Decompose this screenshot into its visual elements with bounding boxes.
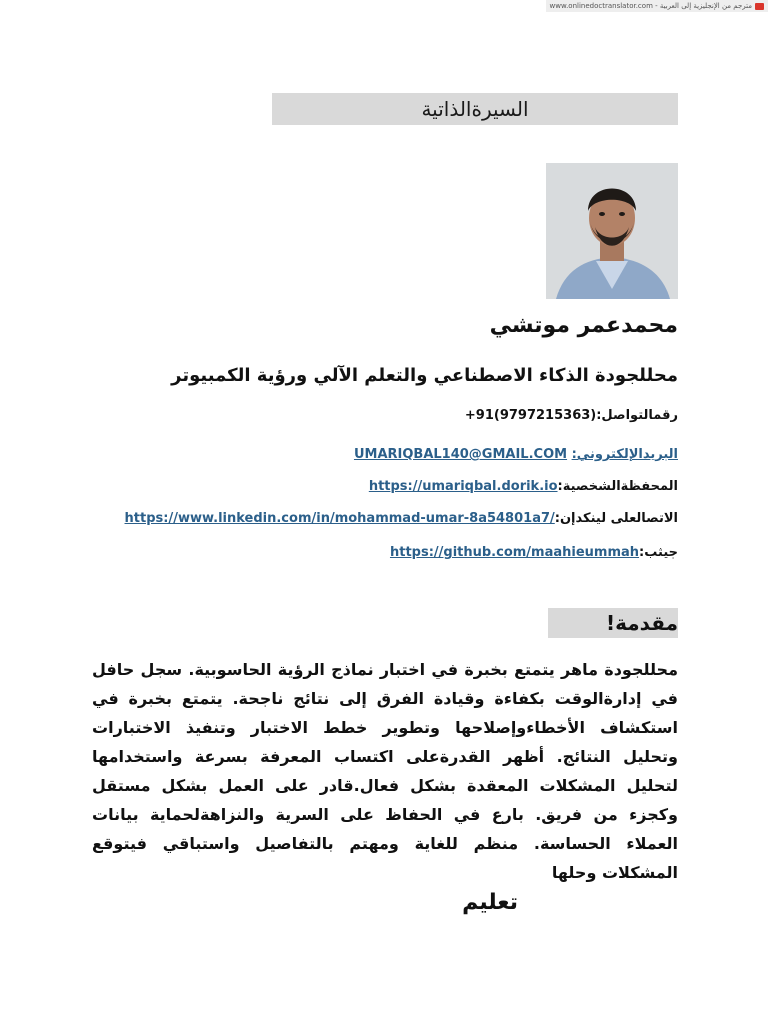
translator-banner [546,0,768,12]
profile-photo [546,163,678,299]
email-label: البريدالإلكتروني: [571,447,678,462]
email-line [354,447,678,462]
email-link[interactable]: UMARIQBAL140@GMAIL.COM [353,447,568,462]
intro-heading: مقدمة! [548,608,678,638]
phone-label: رقمالتواصل: [596,408,678,423]
resume-title: السيرةالذاتية [272,93,678,125]
phone-value: +91(9797215363) [464,408,597,423]
portfolio-link[interactable]: https://umariqbal.dorik.io [368,479,558,494]
phone-line [465,408,678,423]
linkedin-label: الاتصالعلى لينكدإن: [554,511,678,526]
portfolio-line [369,479,678,494]
linkedin-line [125,511,678,526]
education-heading: تعليم [462,890,518,915]
profile-photo-illustration [546,163,678,299]
translator-banner-text: مترجم من الإنجليزية إلى العربية - www.onlinedoctranslator.com [549,2,752,10]
github-line [390,545,678,560]
translator-logo-icon [755,3,764,10]
linkedin-link[interactable]: https://www.linkedin.com/in/mohammad-umar-8a54801a7/ [124,511,555,526]
github-label: جيثب: [639,545,678,560]
person-name: محمدعمر موتشي [489,313,678,338]
github-link[interactable]: https://github.com/maahieummah [389,545,640,560]
job-title: محللجودة الذكاء الاصطناعي والتعلم الآلي ورؤية الكمبيوتر [171,365,678,386]
portfolio-label: المحفظةالشخصية: [557,479,678,494]
intro-paragraph: محللجودة ماهر يتمتع بخبرة في اختبار نماذج الرؤية الحاسوبية. سجل حافل في إدارةالوقت بكفاءة وقيادة الفرق إلى نتائج ناجحة. يتمتع بخبرة في استكشاف الأخطاءوإصلاحها وتطوير خطط الاختبار وتنفيذ الاختبارات وتحليل النتائج. أظهر القدرةعلى اكتساب المعرفة بسرعة واستخدامها لتحليل المشكلات المعقدة بشكل فعال.قادر على العمل بشكل مستقل وكجزء من فريق. بارع في الحفاظ على السرية والنزاهةلحماية بيانات العملاء الحساسة. منظم للغاية ومهتم بالتفاصيل واستباقي فيتوقع المشكلات وحلها [92,660,678,882]
